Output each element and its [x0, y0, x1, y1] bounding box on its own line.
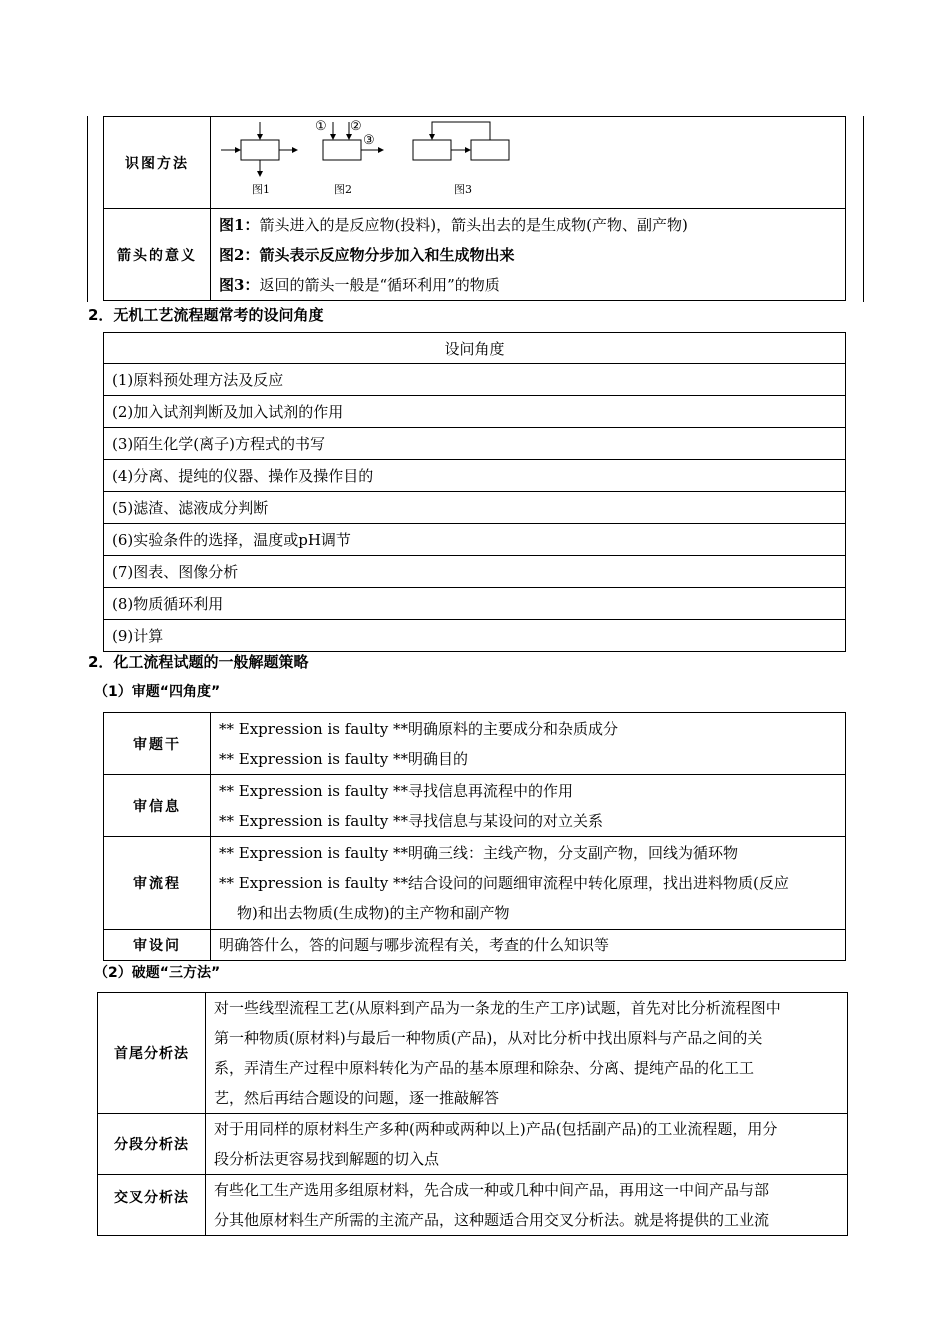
arrow-meaning-line-1: 图1：箭头进入的是反应物(投料)，箭头出去的是生成物(产物、副产物) [219, 215, 688, 234]
process-line-2: ** Expression is faulty **结合设问的问题细审流程中转化原理，找出进料物质(反应 [219, 874, 789, 892]
question-cell [211, 930, 846, 961]
arrow-meaning-cell [211, 209, 846, 301]
segment-cell [206, 1114, 848, 1175]
head-tail-line-1: 对一些线型流程工艺(从原料到产品为一条龙的生产工序)试题，首先对比分析流程图中 [214, 999, 781, 1017]
question-angle-item: (9)计算 [104, 620, 846, 652]
info-cell [211, 775, 846, 837]
row-label-cross: 交叉分析法 [98, 1175, 206, 1236]
question-angle-item: (7)图表、图像分析 [104, 556, 846, 588]
process-line-1: ** Expression is faulty **明确三线：主线产物，分支副产物，回线为循环物 [219, 844, 738, 862]
question-angle-item: (8)物质循环利用 [104, 588, 846, 620]
question-angle-item: (6)实验条件的选择，温度或pH调节 [104, 524, 846, 556]
segment-line-1: 对于用同样的原材料生产多种(两种或两种以上)产品(包括副产品)的工业流程题，用分 [214, 1120, 778, 1138]
question-angle-item: (1)原料预处理方法及反应 [104, 364, 846, 396]
stem-line-1: ** Expression is faulty **明确原料的主要成分和杂质成分 [219, 719, 618, 738]
stem-line-2: ** Expression is faulty **明确目的 [219, 749, 468, 768]
question-angles-header: 设问角度 [104, 333, 846, 364]
question-angle-item: (4)分离、提纯的仪器、操作及操作目的 [104, 460, 846, 492]
figure-3-caption: 图3 [454, 183, 472, 196]
head-tail-line-2: 第一种物质(原材料)与最后一种物质(产品)，从对比分析中找出原料与产品之间的关 [214, 1029, 763, 1047]
info-line-2: ** Expression is faulty **寻找信息与某设问的对立关系 [219, 811, 603, 830]
question-angle-item: (5)滤渣、滤液成分判断 [104, 492, 846, 524]
cross-line-1: 有些化工生产选用多组原材料，先合成一种或几种中间产品，再用这一中间产品与部 [214, 1181, 770, 1199]
arrow-meaning-line-2: 图2：箭头表示反应物分步加入和生成物出来 [219, 245, 515, 264]
diagram-method-table [103, 116, 846, 301]
segment-line-2: 段分析法更容易找到解题的切入点 [214, 1150, 440, 1168]
cross-cell [206, 1175, 848, 1236]
figure-3 [413, 122, 509, 160]
section-heading-question-angles: 2．无机工艺流程题常考的设问角度 [88, 306, 324, 324]
circle-label-1: ① [315, 119, 327, 134]
process-line-3: 物)和出去物质(生成物)的主产物和副产物 [237, 904, 510, 922]
figure-2-caption: 图2 [334, 183, 352, 196]
outer-right-border [863, 116, 864, 302]
three-methods-table [97, 992, 848, 1236]
info-line-1: ** Expression is faulty **寻找信息再流程中的作用 [219, 781, 573, 800]
row-label-head-tail: 首尾分析法 [98, 993, 206, 1114]
circle-label-3: ③ [363, 133, 375, 148]
process-cell [211, 837, 846, 930]
row-label-stem: 审题干 [104, 713, 211, 775]
head-tail-line-4: 艺，然后再结合题设的问题，逐一推敲解答 [214, 1089, 500, 1107]
row-label-segment: 分段分析法 [98, 1114, 206, 1175]
question-angles-table [103, 332, 846, 652]
section-heading-solving-strategy: 2．化工流程试题的一般解题策略 [88, 653, 309, 671]
row-label-info: 审信息 [104, 775, 211, 837]
row-label-question: 审设问 [104, 930, 211, 961]
subheading-four-angles: （1）审题“四角度” [94, 684, 221, 700]
figure-1-caption: 图1 [252, 183, 270, 196]
row-label-diagram-method: 识图方法 [104, 117, 211, 209]
arrow-meaning-line-3: 图3：返回的箭头一般是“循环利用”的物质 [219, 275, 500, 294]
cross-line-2: 分其他原材料生产所需的主流产品，这种题适合用交叉分析法。就是将提供的工业流 [214, 1211, 770, 1229]
outer-left-border [87, 116, 88, 302]
question-angle-item: (2)加入试剂判断及加入试剂的作用 [104, 396, 846, 428]
question-line-1: 明确答什么，答的问题与哪步流程有关，考查的什么知识等 [219, 936, 610, 954]
row-label-process: 审流程 [104, 837, 211, 930]
head-tail-line-3: 系，弄清生产过程中原料转化为产品的基本原理和除杂、分离、提纯产品的化工工 [214, 1059, 755, 1077]
circle-label-2: ② [350, 119, 362, 134]
row-label-arrow-meaning: 箭头的意义 [104, 209, 211, 301]
stem-cell [211, 713, 846, 775]
four-angles-table [103, 712, 846, 961]
head-tail-cell [206, 993, 848, 1114]
flow-diagram-cell [211, 117, 846, 209]
figure-1 [221, 122, 297, 176]
subheading-three-methods: （2）破题“三方法” [94, 965, 221, 981]
question-angle-item: (3)陌生化学(离子)方程式的书写 [104, 428, 846, 460]
